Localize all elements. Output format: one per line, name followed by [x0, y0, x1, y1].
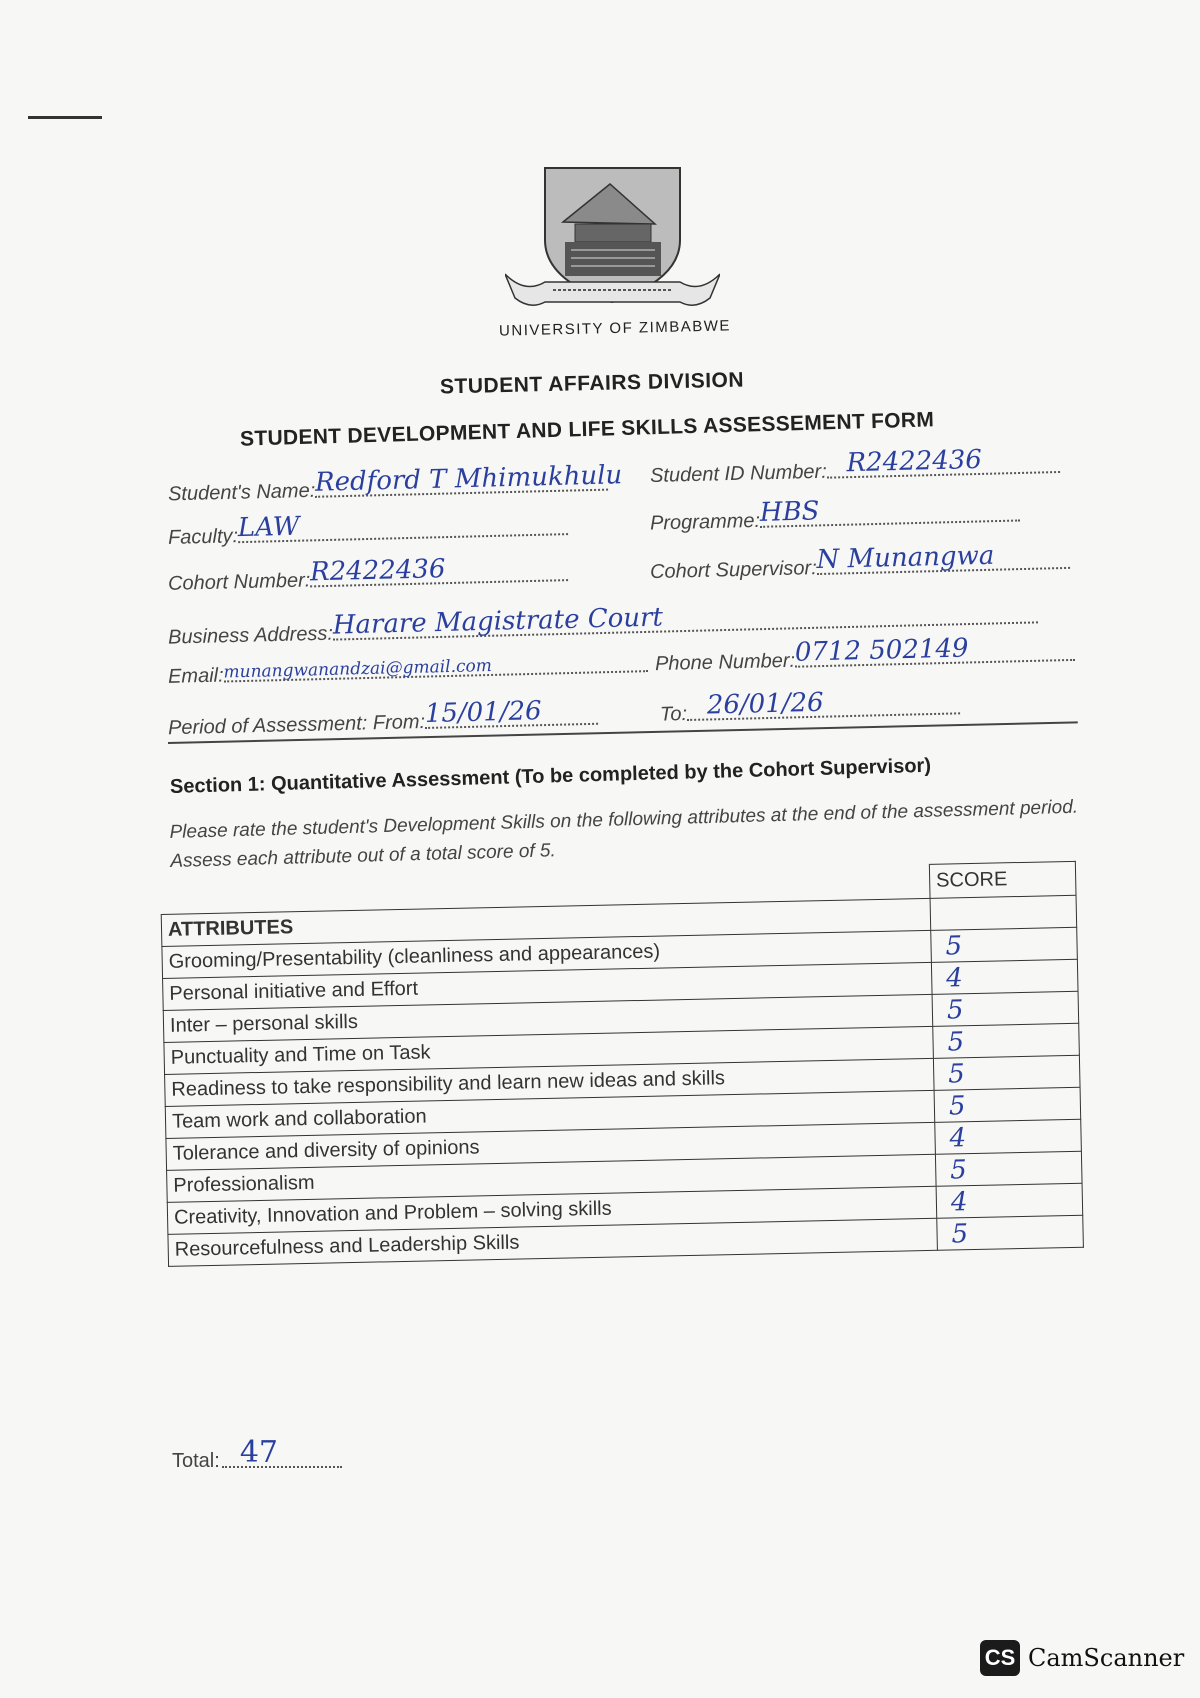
period-to-label: To:: [659, 703, 688, 726]
camscanner-watermark: [980, 1640, 1184, 1676]
attribute-cell: Tolerance and diversity of opinions: [166, 1122, 936, 1170]
total-value: 47: [239, 1435, 278, 1470]
section-1-instructions: Please rate the student's Development Skills on the following attributes at the end of the assessment period. Assess each attribute out of a total score of 5.: [169, 796, 1079, 872]
period-from-label: Period of Assessment: From:: [167, 710, 426, 740]
total-label: Total:: [172, 1450, 220, 1472]
attributes-header: ATTRIBUTES: [161, 898, 931, 946]
attribute-cell: Team work and collaboration: [165, 1090, 935, 1138]
programme-value: HBS: [759, 496, 820, 528]
attribute-cell: Inter – personal skills: [163, 994, 933, 1042]
cohort-number-value: R2422436: [309, 554, 446, 588]
camscanner-logo-icon: CS: [980, 1640, 1020, 1676]
cohort-number-label: Cohort Number:: [167, 569, 311, 595]
student-id-field: [649, 444, 1060, 488]
score-cell: 5: [933, 1055, 1080, 1090]
attribute-cell: Personal initiative and Effort: [163, 962, 933, 1010]
email-field: [168, 654, 648, 689]
camscanner-text: CamScanner: [1028, 1644, 1185, 1672]
score-cell: 5: [934, 1087, 1081, 1122]
faculty-label: Faculty:: [167, 525, 239, 549]
period-from-value: 15/01/26: [424, 696, 543, 729]
phone-field: [654, 633, 1075, 676]
university-name: UNIVERSITY OF ZIMBABWE: [498, 317, 732, 340]
programme-field: [649, 496, 1020, 535]
cohort-supervisor-field: [649, 540, 1070, 584]
attributes-table: [160, 861, 1084, 1267]
cohort-supervisor-value: N Munangwa: [816, 540, 995, 576]
score-cell: 5: [937, 1215, 1084, 1250]
cohort-number-field: [167, 554, 568, 596]
faculty-field: [167, 511, 568, 550]
university-crest: [505, 162, 720, 314]
attribute-cell: Punctuality and Time on Task: [164, 1026, 934, 1074]
corner-mark: [28, 116, 102, 119]
score-cell: 4: [936, 1183, 1083, 1218]
division-title: STUDENT AFFAIRS DIVISION: [439, 368, 745, 399]
score-header: SCORE: [929, 861, 1076, 898]
email-value: munangwanandzai@gmail.com: [223, 655, 493, 683]
score-cell: 4: [931, 959, 1078, 994]
score-cell: 5: [935, 1151, 1082, 1186]
score-cell: 5: [933, 1023, 1080, 1058]
phone-value: 0712 502149: [794, 633, 969, 668]
email-label: Email:: [167, 664, 224, 688]
score-cell: 5: [932, 991, 1079, 1026]
business-address-label: Business Address:: [167, 622, 334, 649]
period-to-field: [659, 687, 960, 726]
form-title: STUDENT DEVELOPMENT AND LIFE SKILLS ASSESSEMENT FORM: [239, 408, 935, 451]
faculty-value: LAW: [237, 511, 300, 544]
attribute-cell: Grooming/Presentability (cleanliness and appearances): [162, 930, 932, 978]
business-address-value: Harare Magistrate Court: [332, 602, 664, 641]
student-id-value: R2422436: [846, 444, 983, 479]
score-cell: 5: [931, 927, 1078, 962]
programme-label: Programme:: [649, 509, 761, 535]
attribute-cell: Resourcefulness and Leadership Skills: [168, 1218, 938, 1266]
period-to-value: 26/01/26: [706, 687, 824, 721]
student-name-field: [167, 460, 623, 507]
student-name-value: Redford T Mhimukhulu: [314, 460, 623, 498]
attribute-cell: Professionalism: [167, 1154, 937, 1202]
total-field: [172, 1435, 342, 1473]
attribute-cell: Creativity, Innovation and Problem – solving skills: [167, 1186, 937, 1234]
section-1-title: Section 1: Quantitative Assessment (To be completed by the Cohort Supervisor): [169, 754, 932, 798]
phone-label: Phone Number:: [654, 649, 796, 676]
student-id-label: Student ID Number:: [649, 460, 828, 488]
student-name-label: Student's Name:: [167, 479, 316, 506]
cohort-supervisor-label: Cohort Supervisor:: [649, 557, 818, 584]
attribute-cell: Readiness to take responsibility and learn new ideas and skills: [165, 1058, 935, 1106]
score-cell: 4: [935, 1119, 1082, 1154]
